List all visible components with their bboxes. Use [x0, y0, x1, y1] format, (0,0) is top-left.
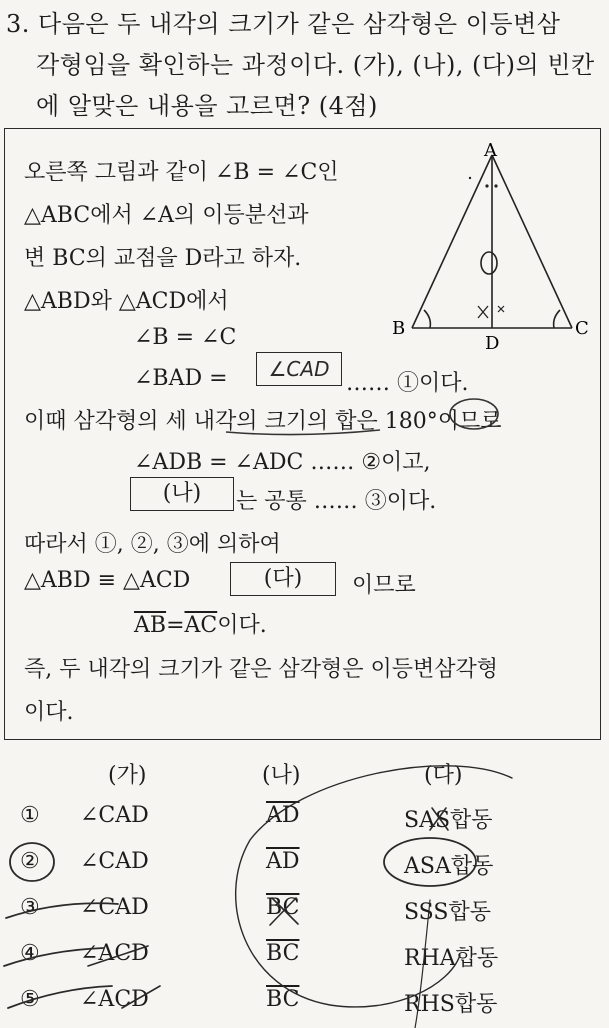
- proof-line-3: 변 BC의 교점을 D라고 하자.: [24, 246, 302, 271]
- proof-line-11-pre: △ABD ≡ △ACD: [24, 568, 191, 593]
- blank-na: (나): [130, 477, 234, 511]
- equals-sign: =: [166, 613, 185, 638]
- vertex-b: B: [392, 318, 406, 339]
- proof-line-6-post: …… ①이다.: [346, 371, 469, 396]
- sas-cross-mark: [430, 808, 448, 830]
- choice-3-strike: [6, 903, 118, 918]
- choice-3-da: SSS합동: [404, 900, 491, 925]
- proof-line-10: 따라서 ①, ②, ③에 의하여: [24, 532, 281, 557]
- choice-4-ga: ∠ACD: [80, 941, 149, 966]
- choice-5-na: $\overline{BC}$: [266, 987, 300, 1012]
- vertex-d: D: [485, 333, 500, 354]
- handwritten-answer-ga: ∠CAD: [268, 357, 330, 381]
- choices-header-na: (나): [262, 763, 301, 788]
- segment-ab: $\overline{AB}$: [134, 613, 167, 638]
- choice-3-number[interactable]: ③: [20, 895, 40, 920]
- proof-line-5: ∠B = ∠C: [134, 325, 237, 350]
- choice-1-number[interactable]: ①: [20, 803, 40, 828]
- choices-header-ga: (가): [108, 763, 147, 788]
- choices-header-da: (다): [424, 763, 463, 788]
- proof-line-12-post: 이다.: [217, 613, 267, 638]
- proof-line-7: 이때 삼각형의 세 내각의 크기의 합은 180°이므로: [24, 409, 502, 434]
- vertex-a: A: [484, 140, 497, 161]
- segment-ac: $\overline{AC}$: [184, 613, 218, 638]
- question-line-1: 3. 다음은 두 내각의 크기가 같은 삼각형은 이등변삼: [6, 10, 561, 38]
- question-line-3: 에 알맞은 내용을 고르면? (4점): [36, 92, 378, 120]
- choice-1-ga: ∠CAD: [80, 803, 149, 828]
- choice-4-number[interactable]: ④: [20, 941, 40, 966]
- choice-3-ga: ∠CAD: [80, 895, 149, 920]
- proof-line-14: 이다.: [24, 700, 74, 725]
- choice-4-na: $\overline{BC}$: [266, 941, 300, 966]
- choice-2-na: $\overline{AD}$: [266, 849, 300, 874]
- choice-2-ga: ∠CAD: [80, 849, 149, 874]
- proof-line-8: ∠ADB = ∠ADC …… ②이고,: [134, 450, 431, 475]
- choice-4-da: RHA합동: [404, 946, 499, 971]
- choice-2-da: ASA합동: [404, 854, 494, 879]
- choice-5-number[interactable]: ⑤: [20, 987, 40, 1012]
- choice-5-da: RHS합동: [404, 992, 498, 1017]
- handwritten-large-loop: [236, 766, 512, 1007]
- proof-line-6-pre: ∠BAD =: [134, 366, 228, 391]
- question-line-2: 각형임을 확인하는 과정이다. (가), (나), (다)의 빈칸: [36, 51, 595, 79]
- proof-line-4: △ABD와 △ACD에서: [24, 289, 229, 314]
- proof-line-11-post: 이므로: [352, 573, 416, 598]
- choice-5-strike: [8, 986, 112, 1008]
- proof-line-2: △ABC에서 ∠A의 이등분선과: [24, 203, 309, 228]
- choice-5-ga: ∠ACD: [80, 987, 149, 1012]
- proof-line-13: 즉, 두 내각의 크기가 같은 삼각형은 이등변삼각형: [24, 657, 498, 682]
- answer-asa-circle-mark: [384, 838, 476, 886]
- proof-line-9-post: 는 공통 …… ③이다.: [236, 489, 437, 514]
- choice-2-circle-mark: [10, 843, 54, 881]
- choice-4-strike: [4, 948, 104, 966]
- choice-1-da: SAS합동: [404, 808, 493, 833]
- proof-line-1: 오른쪽 그림과 같이 ∠B = ∠C인: [24, 160, 339, 185]
- bc-cross-mark: [270, 898, 298, 925]
- choice-3-na: $\overline{BC}$: [266, 895, 300, 920]
- vertex-c: C: [575, 318, 589, 339]
- choice-2-number[interactable]: ②: [20, 849, 40, 874]
- choice-1-na: $\overline{AD}$: [266, 803, 300, 828]
- blank-da: (다): [230, 562, 336, 596]
